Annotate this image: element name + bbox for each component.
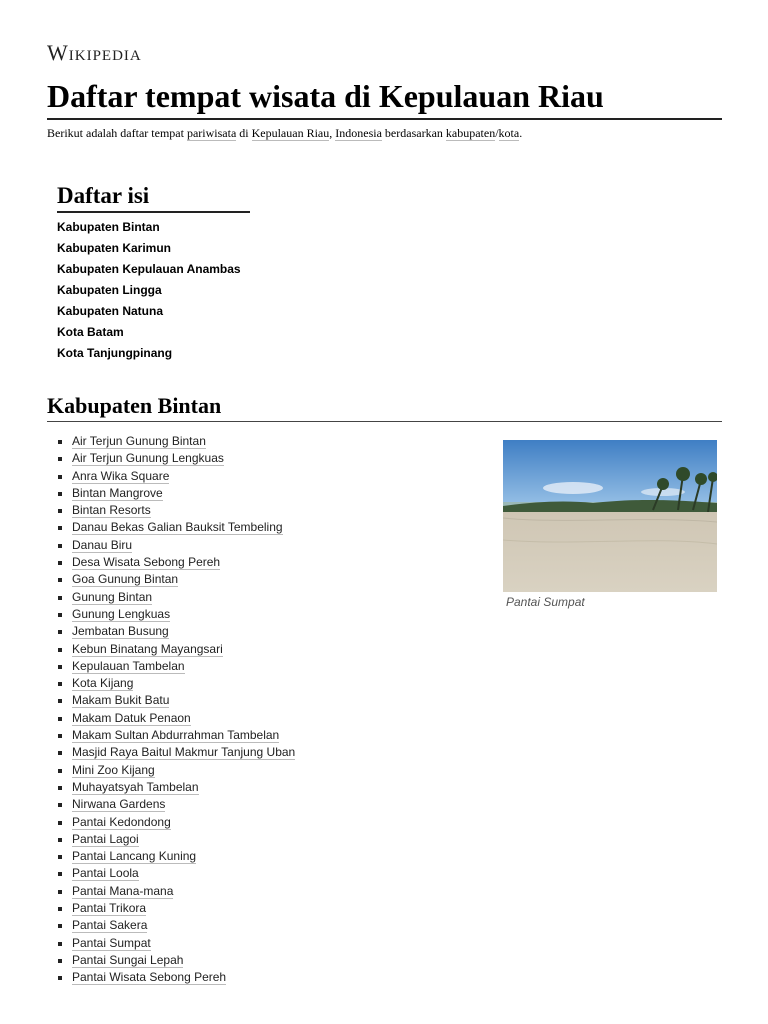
place-link[interactable]: Pantai Lancang Kuning xyxy=(72,849,197,864)
place-link[interactable]: Pantai Sungai Lepah xyxy=(72,952,184,967)
list-item xyxy=(56,571,476,588)
list-item xyxy=(56,658,476,675)
place-link[interactable]: Pantai Sumpat xyxy=(72,935,151,950)
place-link[interactable]: Gunung Bintan xyxy=(72,589,153,604)
place-link[interactable]: Kota Kijang xyxy=(72,676,134,691)
list-item xyxy=(56,952,476,969)
place-link[interactable]: Kepulauan Tambelan xyxy=(72,658,185,673)
figure-pantai-sumpat xyxy=(503,440,717,609)
intro-text-1: Berikut adalah daftar tempat xyxy=(47,126,187,140)
place-link[interactable]: Air Terjun Gunung Lengkuas xyxy=(72,451,224,466)
list-item xyxy=(56,744,476,761)
toc-list xyxy=(57,219,257,366)
link-kabupaten[interactable]: kabupaten xyxy=(445,126,496,140)
toc-item-kota-batam[interactable]: Kota Batam xyxy=(57,325,124,339)
place-link[interactable]: Bintan Mangrove xyxy=(72,485,163,500)
list-item xyxy=(56,935,476,952)
list-item xyxy=(56,831,476,848)
list-item xyxy=(56,623,476,640)
place-link[interactable]: Pantai Wisata Sebong Pereh xyxy=(72,970,227,985)
list-item xyxy=(56,537,476,554)
place-link[interactable]: Pantai Kedondong xyxy=(72,814,171,829)
list-item xyxy=(56,606,476,623)
list-item xyxy=(56,675,476,692)
list-item xyxy=(56,796,476,813)
places-list xyxy=(56,433,476,987)
link-kepulauan-riau[interactable]: Kepulauan Riau xyxy=(251,126,330,140)
intro-text-5: / xyxy=(495,126,499,140)
place-link[interactable]: Pantai Lagoi xyxy=(72,831,139,846)
place-link[interactable]: Makam Bukit Batu xyxy=(72,693,170,708)
place-link[interactable]: Goa Gunung Bintan xyxy=(72,572,179,587)
place-link[interactable]: Kebun Binatang Mayangsari xyxy=(72,641,223,656)
list-item xyxy=(56,848,476,865)
page-title: Daftar tempat wisata di Kepulauan Riau xyxy=(47,76,722,120)
list-item xyxy=(56,710,476,727)
place-link[interactable]: Nirwana Gardens xyxy=(72,797,166,812)
toc-item-kabupaten-lingga[interactable]: Kabupaten Lingga xyxy=(57,283,162,297)
intro-text-6: . xyxy=(519,126,523,140)
list-item xyxy=(56,502,476,519)
list-item xyxy=(56,519,476,536)
place-link[interactable]: Muhayatsyah Tambelan xyxy=(72,779,199,794)
list-item xyxy=(56,814,476,831)
place-link[interactable]: Bintan Resorts xyxy=(72,503,151,518)
toc-item-kabupaten-karimun[interactable]: Kabupaten Karimun xyxy=(57,241,172,255)
list-item xyxy=(56,468,476,485)
place-link[interactable]: Makam Sultan Abdurrahman Tambelan xyxy=(72,728,280,743)
place-link[interactable]: Desa Wisata Sebong Pereh xyxy=(72,555,221,570)
figure-caption: Pantai Sumpat xyxy=(506,595,585,609)
intro-paragraph xyxy=(47,125,727,141)
place-link[interactable]: Air Terjun Gunung Bintan xyxy=(72,434,206,448)
intro-text-3: , xyxy=(329,126,336,140)
toc-item-kota-tanjungpinang[interactable]: Kota Tanjungpinang xyxy=(57,346,173,360)
list-item xyxy=(56,450,476,467)
list-item xyxy=(56,883,476,900)
list-item xyxy=(56,554,476,571)
place-link[interactable]: Pantai Loola xyxy=(72,866,139,881)
place-link[interactable]: Pantai Sakera xyxy=(72,918,148,933)
list-item xyxy=(56,692,476,709)
place-link[interactable]: Anra Wika Square xyxy=(72,468,170,483)
list-item xyxy=(56,779,476,796)
link-indonesia[interactable]: Indonesia xyxy=(335,126,382,140)
table-of-contents xyxy=(57,182,257,366)
list-item xyxy=(56,589,476,606)
toc-item-kabupaten-natuna[interactable]: Kabupaten Natuna xyxy=(57,304,164,318)
list-item xyxy=(56,865,476,882)
list-item xyxy=(56,485,476,502)
list-item xyxy=(56,917,476,934)
place-link[interactable]: Gunung Lengkuas xyxy=(72,606,171,621)
beach-photo[interactable] xyxy=(503,440,717,592)
section-heading-kabupaten-bintan: Kabupaten Bintan xyxy=(47,392,722,422)
place-link[interactable]: Pantai Mana-mana xyxy=(72,883,174,898)
place-link[interactable]: Pantai Trikora xyxy=(72,901,147,916)
toc-title: Daftar isi xyxy=(57,182,250,213)
place-link[interactable]: Makam Datuk Penaon xyxy=(72,710,191,725)
list-item xyxy=(56,433,476,450)
link-kota[interactable]: kota xyxy=(498,126,520,140)
intro-text-2: di xyxy=(236,126,252,140)
place-link[interactable]: Danau Biru xyxy=(72,537,133,552)
wikipedia-wordmark[interactable]: Wikipedia xyxy=(47,40,142,65)
toc-item-kabupaten-kepulauan-anambas[interactable]: Kabupaten Kepulauan Anambas xyxy=(57,262,241,276)
intro-text-4: berdasarkan xyxy=(381,126,446,140)
list-item xyxy=(56,900,476,917)
place-link[interactable]: Mini Zoo Kijang xyxy=(72,762,155,777)
list-item xyxy=(56,727,476,744)
link-pariwisata[interactable]: pariwisata xyxy=(186,126,237,140)
place-link[interactable]: Jembatan Busung xyxy=(72,624,169,639)
place-link[interactable]: Masjid Raya Baitul Makmur Tanjung Uban xyxy=(72,745,296,760)
place-link[interactable]: Danau Bekas Galian Bauksit Tembeling xyxy=(72,520,283,535)
list-item xyxy=(56,762,476,779)
list-item xyxy=(56,969,476,986)
toc-item-kabupaten-bintan[interactable]: Kabupaten Bintan xyxy=(57,220,160,234)
list-item xyxy=(56,641,476,658)
